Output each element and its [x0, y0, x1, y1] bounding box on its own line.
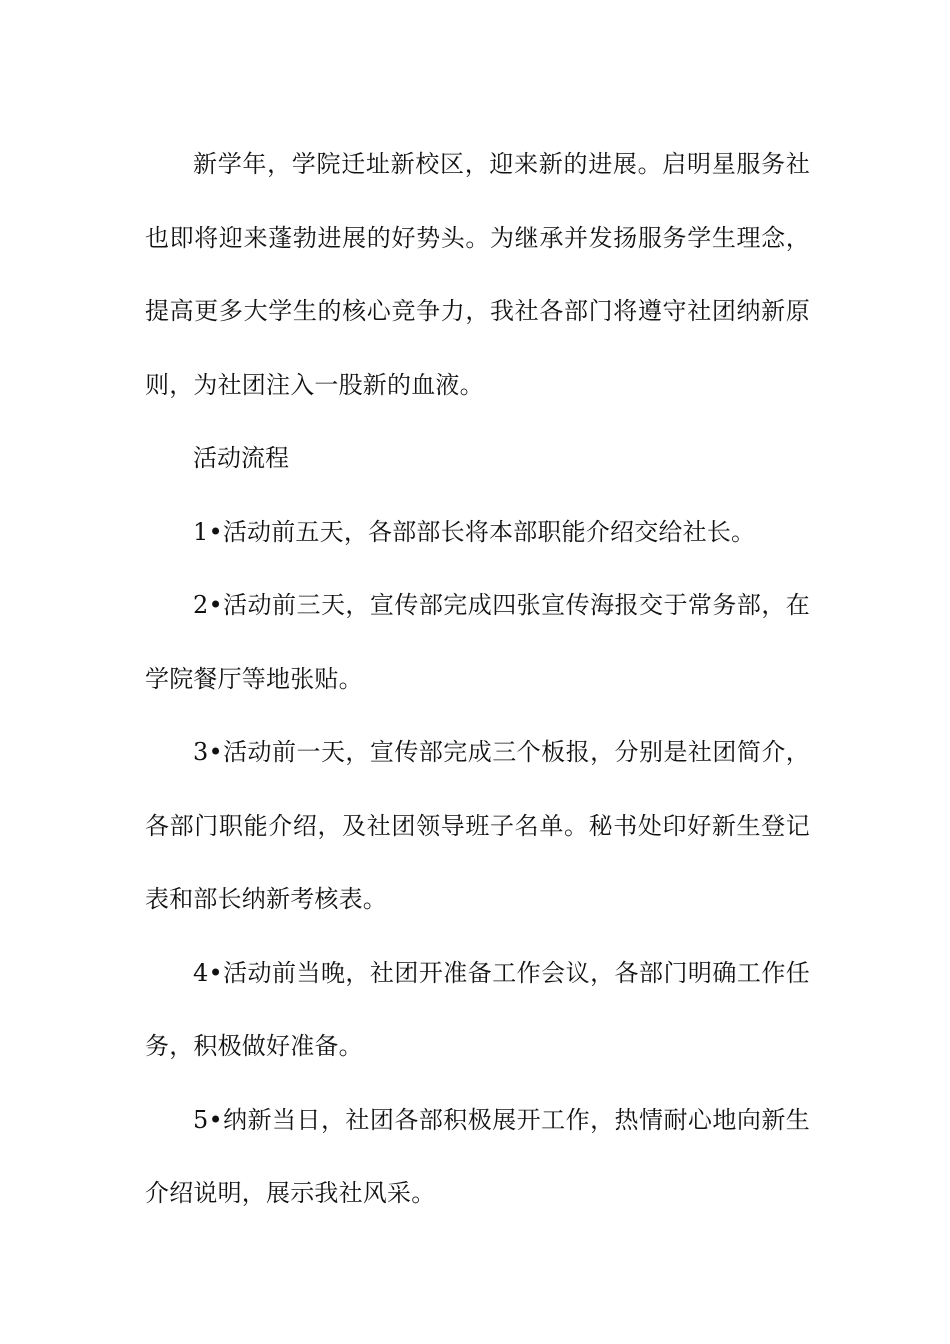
section-heading: 活动流程: [193, 444, 289, 472]
document-body: [145, 128, 810, 1231]
step-item-4: 4•活动前当晚，社团开准备工作会议，各部门明确工作任务，积极做好准备。: [145, 958, 810, 1060]
intro-paragraph: 新学年，学院迁址新校区，迎来新的进展。启明星服务社也即将迎来蓬勃进展的好势头。为继承并发扬服务学生理念，提高更多大学生的核心竞争力，我社各部门将遵守社团纳新原则，为社团注入一股新的血液。: [145, 150, 810, 399]
step-item-3: 3•活动前一天，宣传部完成三个板报，分别是社团简介，各部门职能介绍，及社团领导班子名单。秘书处印好新生登记表和部长纳新考核表。: [145, 738, 810, 913]
step-item-1: 1•活动前五天，各部部长将本部职能介绍交给社长。: [193, 517, 756, 546]
step-item-5: 5•纳新当日，社团各部积极展开工作，热情耐心地向新生介绍说明，展示我社风采。: [145, 1105, 810, 1207]
step-item-2: 2•活动前三天，宣传部完成四张宣传海报交于常务部，在学院餐厅等地张贴。: [145, 591, 810, 693]
